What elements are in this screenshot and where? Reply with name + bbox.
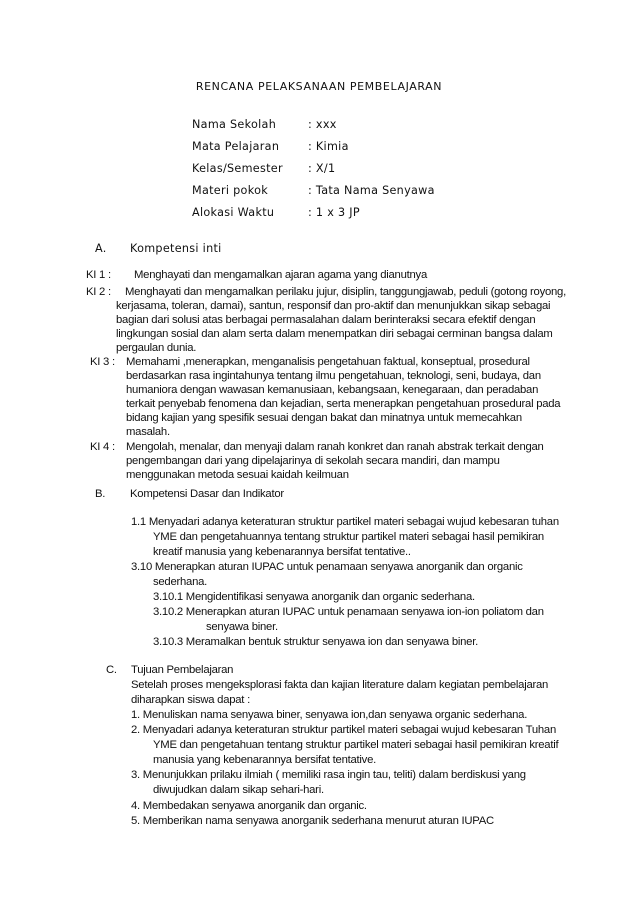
document-title: RENCANA PELAKSANAAN PEMBELAJARAN (195, 80, 443, 93)
ki3-line: masalah. (126, 426, 170, 438)
ki1-text: Menghayati dan mengamalkan ajaran agama yang dianutnya (134, 269, 427, 281)
ki2-line: Menghayati dan mengamalkan perilaku jujur, disiplin, tanggungjawab, peduli (gotong royong, (125, 286, 566, 298)
section-b-title: Kompetensi Dasar dan Indikator (130, 488, 284, 500)
ki2-line: lingkungan sosial dan alam serta dalam menempatkan diri sebagai cerminan bangsa dalam (116, 328, 553, 340)
ki3-line: berdasarkan rasa ingintahunya tentang ilmu pengetahuan, teknologi, seni, budaya, dan (126, 370, 541, 382)
ki4-label: KI 4 : (90, 441, 115, 453)
ki2-line: bagian dari solusi atas berbagai permasalahan dalam berinteraksi secara efektif dengan (116, 314, 536, 326)
indicator-line: 3.10.2 Menerapkan aturan IUPAC untuk penamaan senyawa ion-ion poliatom dan (153, 606, 544, 618)
kd-line: kreatif manusia yang kebenarannya bersifat tentative.. (153, 546, 411, 558)
goal-line: 1. Menuliskan nama senyawa biner, senyawa ion,dan senyawa organic sederhana. (131, 709, 528, 721)
section-c-title: Tujuan Pembelajaran (131, 664, 234, 676)
ki3-line: bidang kajian yang spesifik sesuai dengan bakat dan minatnya untuk memecahkan (126, 412, 522, 424)
ki2-line: kerjasama, toleran, damai), santun, responsif dan pro-aktif dan menunjukkan sikap sebagai (116, 300, 551, 312)
kd-line: 3.10 Menerapkan aturan IUPAC untuk penamaan senyawa anorganik dan organic (131, 561, 523, 573)
info-label: Kelas/Semester (192, 162, 283, 175)
ki2-line: pergaulan dunia. (116, 342, 197, 354)
goal-line: 4. Membedakan senyawa anorganik dan organic. (131, 800, 367, 812)
section-c-letter: C. (106, 664, 117, 676)
goal-line: 2. Menyadari adanya keteraturan struktur partikel materi sebagai wujud kebesaran Tuhan (131, 724, 556, 736)
ki2-label: KI 2 : (86, 286, 111, 298)
kd-line: 1.1 Menyadari adanya keteraturan struktur partikel materi sebagai wujud kebesaran tuhan (131, 516, 559, 528)
section-a-title: Kompetensi inti (130, 242, 222, 255)
info-value: : Tata Nama Senyawa (308, 184, 435, 197)
goal-line: 5. Memberikan nama senyawa anorganik sederhana menurut aturan IUPAC (131, 815, 494, 827)
info-label: Alokasi Waktu (192, 206, 275, 219)
indicator-line: senyawa biner. (206, 621, 278, 633)
goal-line: YME dan pengetahuan tentang struktur partikel materi sebagai hasil pemikiran kreatif (153, 739, 559, 751)
info-value: : 1 x 3 JP (308, 206, 360, 219)
info-value: : Kimia (308, 140, 349, 153)
section-c-intro: Setelah proses mengeksplorasi fakta dan kajian literature dalam kegiatan pembelajaran (131, 679, 549, 691)
ki3-line: Memahami ,menerapkan, menganalisis pengetahuan faktual, konseptual, prosedural (126, 356, 530, 368)
goal-line: 3. Menunjukkan prilaku ilmiah ( memiliki rasa ingin tau, teliti) dalam berdiskusi yang (131, 769, 526, 781)
info-label: Nama Sekolah (192, 118, 277, 131)
indicator-line: 3.10.1 Mengidentifikasi senyawa anorganik dan organic sederhana. (153, 591, 475, 603)
section-b-letter: B. (95, 488, 106, 500)
info-value: : xxx (308, 118, 337, 131)
section-c-intro: diharapkan siswa dapat : (131, 694, 250, 706)
ki4-line: pengembangan dari yang dipelajarinya di sekolah secara mandiri, dan mampu (126, 455, 500, 467)
ki4-line: menggunakan metoda sesuai kaidah keilmuan (126, 469, 349, 481)
kd-line: YME dan pengetahuannya tentang struktur partikel materi sebagai hasil pemikiran (153, 531, 544, 543)
goal-line: manusia yang kebenarannya bersifat tentative. (153, 754, 376, 766)
section-a-letter: A. (95, 242, 107, 255)
goal-line: diwujudkan dalam sikap sehari-hari. (153, 784, 324, 796)
info-label: Mata Pelajaran (192, 140, 280, 153)
ki3-line: terkait penyebab fenomena dan kejadian, serta menerapkan pengetahuan prosedural pada (126, 398, 561, 410)
ki3-line: humaniora dengan wawasan kemanusiaan, kebangsaan, kenegaraan, dan peradaban (126, 384, 539, 396)
ki4-line: Mengolah, menalar, dan menyaji dalam ranah konkret dan ranah abstrak terkait dengan (126, 441, 544, 453)
kd-line: sederhana. (153, 576, 208, 588)
ki3-label: KI 3 : (90, 356, 115, 368)
info-label: Materi pokok (192, 184, 268, 197)
indicator-line: 3.10.3 Meramalkan bentuk struktur senyawa ion dan senyawa biner. (153, 636, 478, 648)
info-value: : X/1 (308, 162, 336, 175)
ki1-label: KI 1 : (86, 269, 111, 281)
